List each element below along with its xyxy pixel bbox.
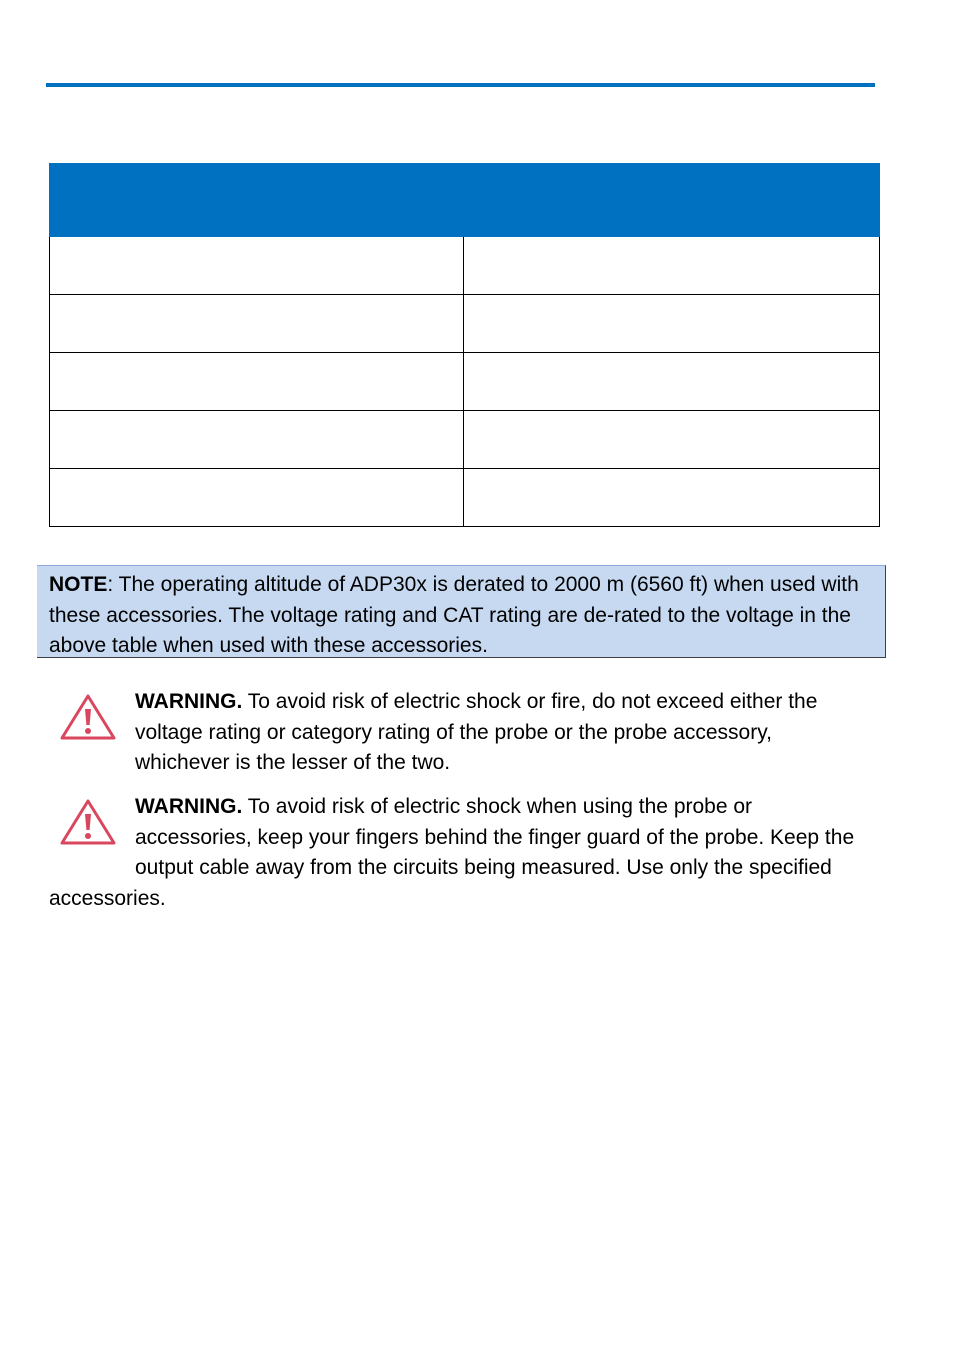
table-row bbox=[50, 353, 880, 411]
table-row bbox=[50, 411, 880, 469]
table-cell bbox=[50, 237, 464, 295]
spec-table bbox=[49, 163, 880, 527]
table-cell bbox=[50, 353, 464, 411]
warning-text: To avoid risk of electric shock when using the probe or accessories, keep your fingers behind the finger guard of the probe. Keep the output cable away from the circuits being measured. Use only the specified accessories. bbox=[49, 795, 855, 910]
warning-block bbox=[49, 792, 869, 914]
table-cell bbox=[464, 295, 880, 353]
table-cell bbox=[464, 411, 880, 469]
table-header-cell bbox=[464, 164, 880, 237]
table-cell bbox=[50, 295, 464, 353]
table-header-cell bbox=[50, 164, 464, 237]
warning-block bbox=[49, 687, 869, 779]
note-text: : The operating altitude of ADP30x is derated to 2000 m (6560 ft) when used with these accessories. The voltage rating and CAT rating are de-rated to the voltage in the above table when used with these accessories. bbox=[49, 573, 859, 657]
warning-triangle-icon bbox=[49, 693, 135, 751]
table-row bbox=[50, 237, 880, 295]
table-header-row bbox=[50, 164, 880, 237]
warning-label: WARNING. bbox=[135, 690, 243, 713]
warning-text: To avoid risk of electric shock or fire, do not exceed either the voltage rating or category rating of the probe or the probe accessory, whichever is the lesser of the two. bbox=[135, 690, 818, 774]
table-cell bbox=[464, 237, 880, 295]
table-cell bbox=[50, 411, 464, 469]
warning-triangle-icon bbox=[49, 798, 135, 856]
top-rule bbox=[46, 83, 875, 87]
table-row bbox=[50, 469, 880, 527]
warning-label: WARNING. bbox=[135, 795, 243, 818]
table-cell bbox=[464, 469, 880, 527]
note-box bbox=[37, 565, 886, 658]
table-cell bbox=[464, 353, 880, 411]
table-cell bbox=[50, 469, 464, 527]
table-row bbox=[50, 295, 880, 353]
note-label: NOTE bbox=[49, 573, 108, 596]
